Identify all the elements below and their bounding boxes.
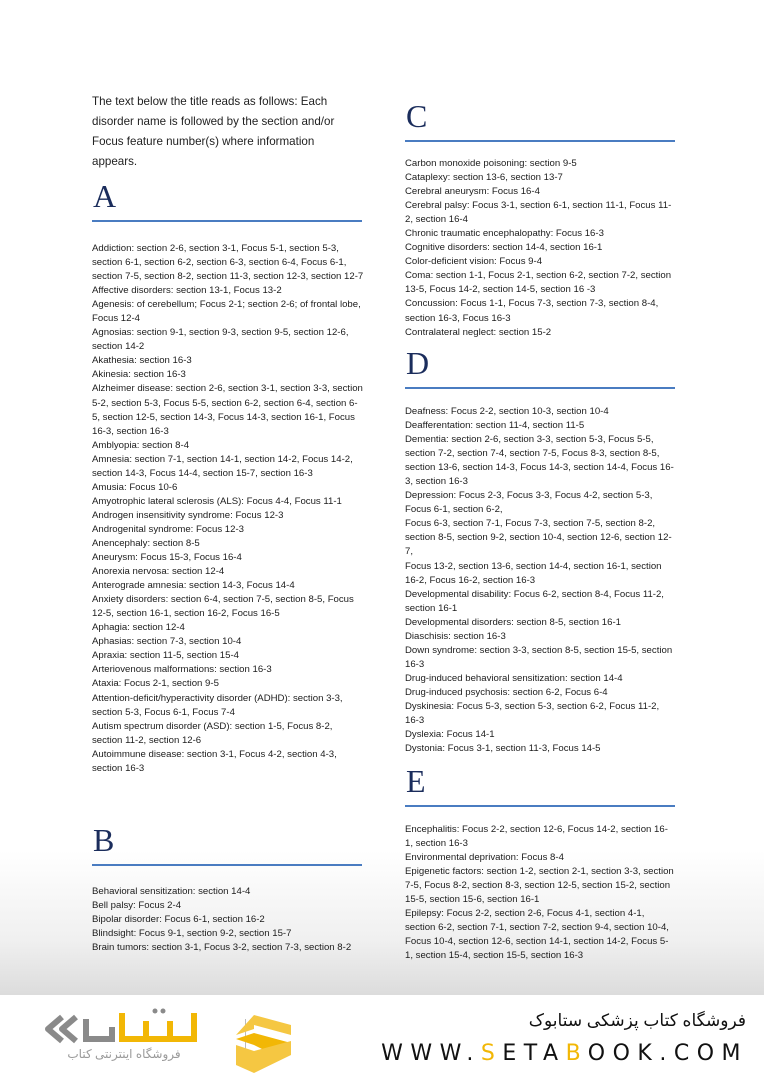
index-entry: Arteriovenous malformations: section 16-3 — [92, 664, 272, 676]
index-entry: Amyotrophic lateral sclerosis (ALS): Focus 4-4, Focus 11-1 — [92, 495, 342, 507]
section-letter: E — [406, 763, 426, 799]
index-entry: Autoimmune disease: section 3-1, Focus 4-2, section 4-3, section 16-3 — [92, 748, 337, 774]
setabook-logo[interactable] — [38, 1007, 298, 1072]
index-entry: Aphagia: section 12-4 — [92, 622, 185, 634]
entries-b — [92, 885, 364, 955]
shop-url-link[interactable] — [381, 1041, 748, 1066]
url-part: ETA — [502, 1041, 566, 1066]
index-entry: Anencephaly: section 8-5 — [92, 537, 200, 549]
index-entry: Drug-induced psychosis: section 6-2, Focus 6-4 — [405, 686, 608, 698]
index-entry: Bell palsy: Focus 2-4 — [92, 900, 182, 912]
index-entry: Epigenetic factors: section 1-2, section 2-1, section 3-3, section 7-5, Focus 8-2, section 8-3, section 12-5, section 15-2, section 15-5, section 15-6, section 16-1 — [405, 866, 674, 906]
index-entry: Brain tumors: section 3-1, Focus 3-2, section 7-3, section 8-2 — [92, 942, 352, 954]
index-entry: Contralateral neglect: section 15-2 — [405, 326, 552, 338]
index-entry: Encephalitis: Focus 2-2, section 12-6, Focus 14-2, section 16-1, section 16-3 — [405, 824, 668, 850]
index-entry: Behavioral sensitization: section 14-4 — [92, 886, 251, 897]
index-entry: Cerebral palsy: Focus 3-1, section 6-1, section 11-1, Focus 11-2, section 16-4 — [405, 200, 672, 226]
index-entry: Alzheimer disease: section 2-6, section 3-1, section 3-3, section 5-2, section 5-3, Focus 5-5, section 6-2, section 6-4, section 6-5, section 12-5, section 14-3, Focus 14-3, section 16-1, Focus 16-3, section 16-3 — [92, 383, 363, 437]
index-entry: Autism spectrum disorder (ASD): section 1-5, Focus 8-2, section 11-2, section 12-6 — [92, 720, 333, 746]
logo-wordmark-icon — [40, 1007, 210, 1047]
entries-e — [405, 823, 675, 963]
section-divider — [92, 864, 362, 866]
index-entry: Akinesia: section 16-3 — [92, 369, 186, 381]
index-entry: Dyskinesia: Focus 5-3, section 5-3, section 6-2, Focus 11-2, 16-3 — [405, 700, 660, 727]
index-entry: Dyslexia: Focus 14-1 — [405, 729, 495, 741]
section-letter: B — [93, 822, 115, 858]
index-entry: Anterograde amnesia: section 14-3, Focus 14-4 — [92, 580, 295, 592]
index-entry: Anorexia nervosa: section 12-4 — [92, 566, 225, 578]
section-divider — [92, 220, 362, 222]
index-entry: Depression: Focus 2-3, Focus 3-3, Focus 4-2, section 5-3, Focus 6-1, section 6-2, — [405, 490, 653, 516]
section-header-d — [405, 345, 675, 389]
index-entry: Affective disorders: section 13-1, Focus 13-2 — [92, 285, 282, 297]
index-entry: Cognitive disorders: section 14-4, section 16-1 — [405, 242, 603, 254]
index-entry: Focus 6-3, section 7-1, Focus 7-3, section 7-5, section 8-2, section 8-5, section 9-2, section 10-4, section 12-6, section 12-7, — [405, 518, 672, 558]
section-header-b — [92, 822, 362, 866]
index-entry: Aneurysm: Focus 15-3, Focus 16-4 — [92, 552, 242, 564]
index-entry: Attention-deficit/hyperactivity disorder (ADHD): section 3-3, section 5-3, Focus 6-1, Focus 7-4 — [92, 692, 343, 718]
index-entry: Bipolar disorder: Focus 6-1, section 16-2 — [92, 914, 265, 926]
index-entry: Agenesis: of cerebellum; Focus 2-1; section 2-6; of frontal lobe, Focus 12-4 — [92, 299, 361, 325]
section-letter: A — [93, 178, 117, 214]
index-entry: Agnosias: section 9-1, section 9-3, section 9-5, section 12-6, section 14-2 — [92, 327, 349, 353]
index-entry: Blindsight: Focus 9-1, section 9-2, section 15-7 — [92, 928, 292, 940]
section-divider — [405, 805, 675, 807]
index-entry: Dementia: section 2-6, section 3-3, section 5-3, Focus 5-5, section 7-2, section 7-4, section 7-5, Focus 8-3, section 8-5, section 13-6, section 14-3, Focus 14-3, section 14-4, Focus 16-3, section 16-3 — [405, 434, 674, 488]
url-part: OOK.COM — [587, 1041, 748, 1066]
shop-title: فروشگاه کتاب پزشکی ستابوک — [528, 1011, 746, 1030]
index-entry: Aphasias: section 7-3, section 10-4 — [92, 636, 242, 648]
index-entry: Developmental disability: Focus 6-2, section 8-4, Focus 11-2, section 16-1 — [405, 588, 664, 614]
section-header-e — [405, 763, 675, 807]
section-header-a — [92, 178, 362, 222]
index-entry: Epilepsy: Focus 2-2, section 2-6, Focus 4-1, section 4-1, section 6-2, section 7-1, section 7-2, section 9-4, section 10-4, — [405, 908, 669, 934]
index-entry: Dystonia: Focus 3-1, section 11-3, Focus 14-5 — [405, 743, 601, 755]
entries-c — [405, 157, 675, 340]
index-entry: Diaschisis: section 16-3 — [405, 630, 506, 642]
index-entry: Amusia: Focus 10-6 — [92, 481, 178, 493]
index-entry: Amnesia: section 7-1, section 14-1, section 14-2, Focus 14-2, section 14-3, Focus 14-4, section 15-7, section 16-3 — [92, 453, 353, 479]
section-header-c — [405, 98, 675, 142]
entries-d — [405, 405, 675, 756]
index-entry: Androgen insensitivity syndrome: Focus 12-3 — [92, 509, 284, 521]
chevron-logo-icon — [216, 1015, 291, 1073]
index-entry: Cerebral aneurysm: Focus 16-4 — [405, 186, 540, 198]
index-entry: Chronic traumatic encephalopathy: Focus 16-3 — [405, 228, 604, 240]
index-entry: Androgenital syndrome: Focus 12-3 — [92, 523, 244, 535]
index-entry: Focus 13-2, section 13-6, section 14-4, section 16-1, section 16-2, Focus 16-2, section 16-3 — [405, 560, 662, 586]
index-entry: Akathesia: section 16-3 — [92, 355, 192, 367]
index-entry: Focus 10-4, section 12-6, section 14-1, section 14-2, Focus 5-1, section 15-4, section 15-5, section 16-3 — [405, 936, 669, 962]
url-part: WWW. — [381, 1041, 481, 1066]
index-entry: Deafness: Focus 2-2, section 10-3, section 10-4 — [405, 406, 609, 417]
section-divider — [405, 140, 675, 142]
url-part-highlight: S — [480, 1041, 503, 1066]
logo-subtitle: فروشگاه اینترنتی کتاب — [67, 1047, 181, 1061]
index-entry: Anxiety disorders: section 6-4, section 7-5, section 8-5, Focus 12-5, section 16-1, section 16-2, Focus 16-5 — [92, 594, 354, 620]
index-entry: Deafferentation: section 11-4, section 11-5 — [405, 420, 585, 432]
index-entry: Carbon monoxide poisoning: section 9-5 — [405, 158, 577, 169]
section-divider — [405, 387, 675, 389]
section-letter: D — [406, 345, 430, 381]
index-entry: Ataxia: Focus 2-1, section 9-5 — [92, 678, 219, 690]
index-entry: Coma: section 1-1, Focus 2-1, section 6-2, section 7-2, section 13-5, Focus 14-2, section 14-5, section 16 -3 — [405, 270, 672, 296]
intro-text: The text below the title reads as follows: Each disorder name is followed by the section and/or Focus feature number(s) where information appears. — [92, 95, 335, 168]
index-entry: Drug-induced behavioral sensitization: section 14-4 — [405, 672, 623, 684]
index-entry: Color-deficient vision: Focus 9-4 — [405, 256, 543, 268]
index-entry: Developmental disorders: section 8-5, section 16-1 — [405, 616, 621, 628]
url-part-highlight: B — [565, 1041, 588, 1066]
index-entry: Addiction: section 2-6, section 3-1, Focus 5-1, section 5-3, section 6-1, section 6-2, section 6-3, section 6-4, Focus 6-1, section 7-5, section 8-2, section 11-3, section 12-3, section 12-7 — [92, 243, 364, 283]
store-banner — [0, 995, 764, 1080]
index-entry: Amblyopia: section 8-4 — [92, 439, 190, 451]
index-entry: Environmental deprivation: Focus 8-4 — [405, 852, 564, 864]
index-entry: Concussion: Focus 1-1, Focus 7-3, section 7-3, section 8-4, section 16-3, Focus 16-3 — [405, 298, 659, 324]
index-entry: Apraxia: section 11-5, section 15-4 — [92, 650, 240, 662]
index-entry: Down syndrome: section 3-3, section 8-5, section 15-5, section 16-3 — [405, 644, 673, 670]
index-entry: Cataplexy: section 13-6, section 13-7 — [405, 172, 563, 184]
entries-a — [92, 242, 364, 776]
section-letter: C — [406, 98, 428, 134]
